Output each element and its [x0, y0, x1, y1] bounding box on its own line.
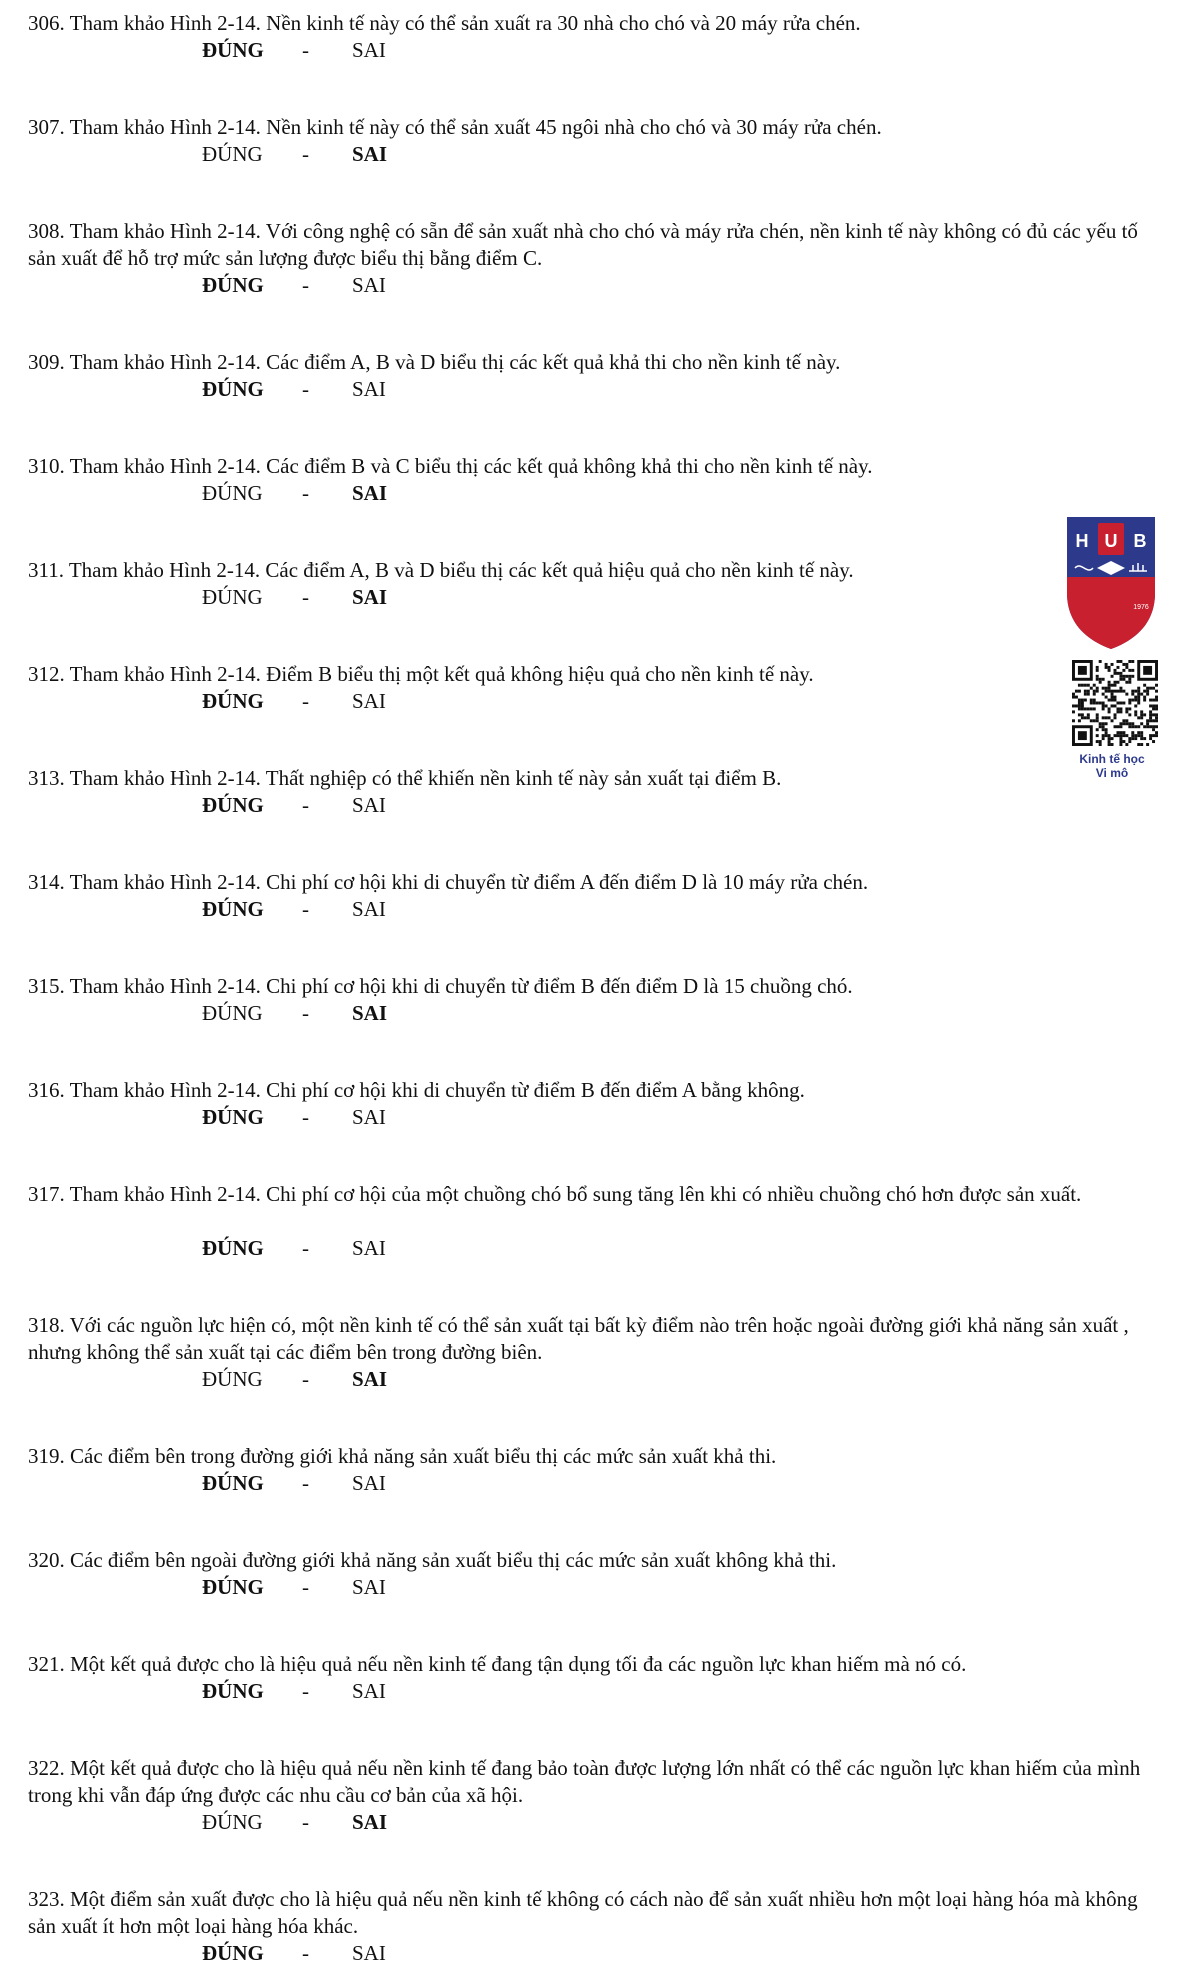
answer-line — [202, 1574, 386, 1601]
answer-line — [202, 141, 387, 168]
answer-line — [202, 1235, 386, 1262]
answer-separator: - — [302, 1810, 309, 1834]
answer-separator: - — [302, 585, 309, 609]
answer-false-label: SAI — [352, 1367, 388, 1391]
answer-true-label: ĐÚNG — [202, 481, 263, 505]
answer-line — [202, 1000, 387, 1027]
logo-letter-u: U — [1104, 531, 1118, 551]
answer-line — [202, 896, 386, 923]
answer-separator: - — [302, 689, 309, 713]
answer-false-label: SAI — [352, 1105, 386, 1129]
question-text: 318. Với các nguồn lực hiện có, một nền kinh tế có thể sản xuất tại bất kỳ điểm nào trên hoặc ngoài đường giới khả năng sản xuất , nhưng không thể sản xuất tại các điểm bên trong đường biên. — [28, 1313, 1129, 1364]
answer-line — [202, 584, 387, 611]
qr-code-icon — [1072, 660, 1158, 746]
answer-line — [202, 792, 386, 819]
hub-logo-icon — [1063, 513, 1159, 651]
answer-true-label: ĐÚNG — [202, 273, 264, 297]
answer-separator: - — [302, 273, 309, 297]
answer-line — [202, 376, 386, 403]
answer-true-label: ĐÚNG — [202, 897, 264, 921]
question-text: 310. Tham khảo Hình 2-14. Các điểm B và C biểu thị các kết quả không khả thi cho nền kinh tế này. — [28, 454, 873, 478]
question-text: 323. Một điểm sản xuất được cho là hiệu quả nếu nền kinh tế không có cách nào để sản xuất nhiều hơn một loại hàng hóa mà không sản xuất ít hơn một loại hàng hóa khác. — [28, 1887, 1138, 1938]
logo-caption-line1: Kinh tế học — [1079, 752, 1145, 766]
answer-false-label: SAI — [352, 481, 388, 505]
answer-false-label: SAI — [352, 142, 388, 166]
answer-line — [202, 1678, 386, 1705]
answer-true-label: ĐÚNG — [202, 1105, 264, 1129]
answer-separator: - — [302, 377, 309, 401]
answer-true-label: ĐÚNG — [202, 1679, 264, 1703]
answer-true-label: ĐÚNG — [202, 377, 264, 401]
answer-true-label: ĐÚNG — [202, 1236, 264, 1260]
question-text: 317. Tham khảo Hình 2-14. Chi phí cơ hội của một chuồng chó bổ sung tăng lên khi có nhiều chuồng chó hơn được sản xuất. — [28, 1182, 1082, 1206]
question-text: 309. Tham khảo Hình 2-14. Các điểm A, B và D biểu thị các kết quả khả thi cho nền kinh tế này. — [28, 350, 841, 374]
answer-separator: - — [302, 1367, 309, 1391]
answer-separator: - — [302, 142, 309, 166]
answer-true-label: ĐÚNG — [202, 585, 263, 609]
answer-true-label: ĐÚNG — [202, 1575, 264, 1599]
question-text: 307. Tham khảo Hình 2-14. Nền kinh tế này có thể sản xuất 45 ngôi nhà cho chó và 30 máy rửa chén. — [28, 115, 882, 139]
answer-separator: - — [302, 1471, 309, 1495]
answer-separator: - — [302, 1236, 309, 1260]
logo-caption-line2: Vi mô — [1095, 766, 1129, 780]
answer-line — [202, 37, 386, 64]
answer-separator: - — [302, 1001, 309, 1025]
answer-false-label: SAI — [352, 1810, 388, 1834]
question-text: 311. Tham khảo Hình 2-14. Các điểm A, B và D biểu thị các kết quả hiệu quả cho nền kinh tế này. — [28, 558, 854, 582]
answer-true-label: ĐÚNG — [202, 1001, 263, 1025]
answer-false-label: SAI — [352, 897, 386, 921]
answer-line — [202, 272, 386, 299]
answer-line — [202, 1809, 387, 1836]
question-text: 321. Một kết quả được cho là hiệu quả nếu nền kinh tế đang tận dụng tối đa các nguồn lực khan hiếm mà nó có. — [28, 1652, 967, 1676]
answer-separator: - — [302, 793, 309, 817]
question-text: 306. Tham khảo Hình 2-14. Nền kinh tế này có thể sản xuất ra 30 nhà cho chó và 20 máy rửa chén. — [28, 11, 861, 35]
answer-true-label: ĐÚNG — [202, 689, 264, 713]
answer-false-label: SAI — [352, 1236, 386, 1260]
question-text: 322. Một kết quả được cho là hiệu quả nếu nền kinh tế đang bảo toàn được lượng lớn nhất có thể các nguồn lực khan hiếm của mình trong khi vẫn đáp ứng được các nhu cầu cơ bản của xã hội. — [28, 1756, 1141, 1807]
question-text: 313. Tham khảo Hình 2-14. Thất nghiệp có thể khiến nền kinh tế này sản xuất tại điểm B. — [28, 766, 782, 790]
answer-true-label: ĐÚNG — [202, 1367, 263, 1391]
answer-false-label: SAI — [352, 38, 386, 62]
answer-true-label: ĐÚNG — [202, 1810, 263, 1834]
answer-false-label: SAI — [352, 793, 386, 817]
answer-false-label: SAI — [352, 1001, 388, 1025]
answer-false-label: SAI — [352, 689, 386, 713]
question-text: 320. Các điểm bên ngoài đường giới khả năng sản xuất biểu thị các mức sản xuất không khả thi. — [28, 1548, 837, 1572]
answer-line — [202, 1470, 386, 1497]
answer-true-label: ĐÚNG — [202, 142, 263, 166]
logo-letter-h: H — [1075, 531, 1089, 551]
answer-line — [202, 1104, 386, 1131]
answer-separator: - — [302, 38, 309, 62]
question-text: 316. Tham khảo Hình 2-14. Chi phí cơ hội khi di chuyển từ điểm B đến điểm A bằng không. — [28, 1078, 805, 1102]
question-text: 315. Tham khảo Hình 2-14. Chi phí cơ hội khi di chuyển từ điểm B đến điểm D là 15 chuồng chó. — [28, 974, 853, 998]
answer-separator: - — [302, 1679, 309, 1703]
answer-line — [202, 1366, 387, 1393]
answer-separator: - — [302, 481, 309, 505]
answer-line — [202, 480, 387, 507]
answer-false-label: SAI — [352, 1941, 386, 1965]
answer-separator: - — [302, 897, 309, 921]
question-text: 319. Các điểm bên trong đường giới khả năng sản xuất biểu thị các mức sản xuất khả thi. — [28, 1444, 777, 1468]
answer-false-label: SAI — [352, 1575, 386, 1599]
answer-false-label: SAI — [352, 1679, 386, 1703]
answer-true-label: ĐÚNG — [202, 1941, 264, 1965]
answer-separator: - — [302, 1575, 309, 1599]
answer-false-label: SAI — [352, 1471, 386, 1495]
answer-line — [202, 688, 386, 715]
question-text: 314. Tham khảo Hình 2-14. Chi phí cơ hội khi di chuyển từ điểm A đến điểm D là 10 máy rửa chén. — [28, 870, 869, 894]
answer-true-label: ĐÚNG — [202, 38, 264, 62]
question-text: 308. Tham khảo Hình 2-14. Với công nghệ có sẵn để sản xuất nhà cho chó và máy rửa chén, nền kinh tế này không có đủ các yếu tố sản xuất để hỗ trợ mức sản lượng được biểu thị bằng điểm C. — [28, 219, 1138, 270]
answer-false-label: SAI — [352, 585, 388, 609]
answer-true-label: ĐÚNG — [202, 1471, 264, 1495]
logo-year: 1976 — [1133, 604, 1149, 611]
answer-true-label: ĐÚNG — [202, 793, 264, 817]
answer-false-label: SAI — [352, 273, 386, 297]
answer-separator: - — [302, 1941, 309, 1965]
answer-separator: - — [302, 1105, 309, 1129]
logo-letter-b: B — [1133, 531, 1147, 551]
answer-false-label: SAI — [352, 377, 386, 401]
question-text: 312. Tham khảo Hình 2-14. Điểm B biểu thị một kết quả không hiệu quả cho nền kinh tế này. — [28, 662, 814, 686]
answer-line — [202, 1940, 386, 1967]
